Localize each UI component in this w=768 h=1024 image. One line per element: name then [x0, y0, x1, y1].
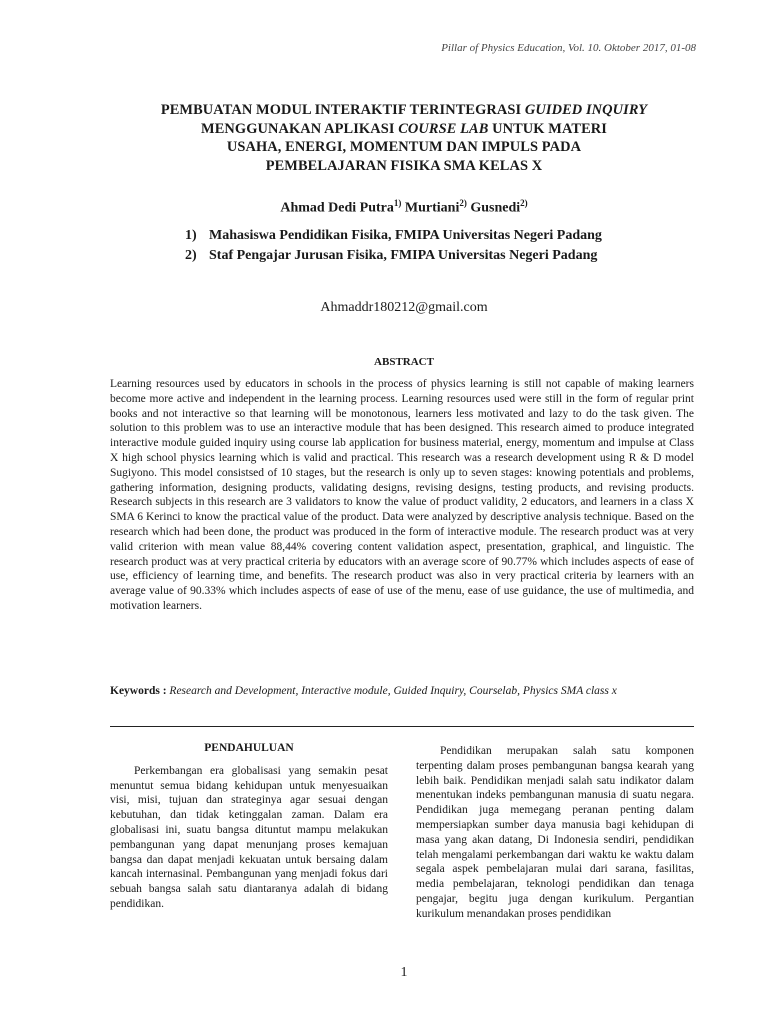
title-line-2: MENGGUNAKAN APLIKASI COURSE LAB UNTUK MATERI [201, 120, 607, 137]
title-line-1: PEMBUATAN MODUL INTERAKTIF TERINTEGRASI GUIDED INQUIRY [160, 102, 648, 118]
author-affiliation-mark: 2) [459, 198, 467, 208]
body-paragraph: Perkembangan era globalisasi yang semakin pesat menuntut semua bidang kehidupan untuk menyesuaikan visi, misi, tujuan dan strateginya agar sesuai dengan kebutuhan, dan tidak ketinggalan zaman. Dalam era globalisasi ini, suatu bangsa dituntut mampu melakukan pembangunan yang dapat menunjang proses kemajuan bangsa dan dapat menjadi kekuatan untuk bersaing dalam kancah internasinal. Pembangunan yang menjadi fokus dari sebuah bangsa salah satu diantaranya adalah di bidang pendidikan. [110, 764, 388, 910]
keywords-text: Research and Development, Interactive module, Guided Inquiry, Courselab, Physics SMA class x [169, 685, 617, 697]
author-affiliation-mark: 2) [520, 198, 528, 208]
section-heading: PENDAHULUAN [204, 742, 294, 754]
abstract-heading: ABSTRACT [374, 356, 434, 368]
right-column [416, 744, 694, 922]
keywords-label: Keywords : [110, 685, 170, 697]
affiliation-list [185, 226, 602, 266]
title-line-3: USAHA, ENERGI, MOMENTUM DAN IMPULS PADA [226, 139, 582, 155]
abstract-body: Learning resources used by educators in schools in the process of physics learning is still not capable of making learners become more active and independent in the learning process. Learning resources used were still in the form of regular print books and not interactive so that learning will be monotonous, learners less motivated and lazy to do the task given. The solution to this problem was to use an interactive module that has been designed. This research aimed to produce integrated interactive module guided inquiry using course lab application for business material, energy, momentum and impulse at Class X high school physics learning which is valid and practical. This research was a research development using R & D model Sugiyono. This model consistsed of 10 stages, but the research is only up to seven stages: knowing potentials and problems, gathering information, designing products, validating designs, revising designs, testing products, and revising products. Research subjects in this research are 3 validators to know the value of product validity, 2 educators, and learners in a class X SMA 6 Kerinci to know the practical value of the product. Data were analyzed by descriptive analysis technique. Based on the research which had been done, the product was produced in the form of interactive module. The research product was at very valid criterion with mean value 88,44% covering content validation aspect, presentation, graphical, and linguistic. The research product was at very practical criteria by educators with an average score of 90.77% which includes aspects of ease of use, efficiency of learning time, and benefits. The research product was also in very practical criteria by learners with an average value of 90.33% which includes aspects of ease of use of the menu, ease of use guidance, the use of multimedia, and motivation learners. [110, 378, 694, 612]
affiliation-item: 1) Mahasiswa Pendidikan Fisika, FMIPA Universitas Negeri Padang [185, 228, 602, 243]
journal-header: Pillar of Physics Education, Vol. 10. Oktober 2017, 01-08 [441, 42, 696, 54]
body-paragraph: Pendidikan merupakan salah satu komponen terpenting dalam proses pembangunan bangsa kearah yang lebih baik. Pendidikan menjadi salah satu indikator dalam menentukan indeks pembangunan manusia di suatu negara. Pendidikan juga memegang peranan penting dalam mempersiapkan sumber daya manusia bagi kehidupan di masa yang akan datang, Di Indonesia sendiri, pendidikan telah mengalami perkembangan dari waktu ke waktu dalam segala aspek pembelajaran mulai dari sarana, fasilitas, media pembelajaran, teknologi pendidikan dan tenaga pengajar, begitu juga dengan kurikulum. Pergantian kurikulum menandakan proses pendidikan [416, 745, 694, 920]
author-name: Gusnedi [470, 200, 521, 216]
title-line-4: PEMBELAJARAN FISIKA SMA KELAS X [265, 157, 543, 174]
author-list [110, 198, 698, 217]
left-column [110, 741, 388, 912]
author-name: Murtiani [404, 200, 460, 216]
author-name: Ahmad Dedi Putra [280, 200, 394, 216]
page-number: 1 [400, 965, 408, 980]
author-affiliation-mark: 1) [393, 198, 402, 208]
keywords [110, 685, 700, 697]
author-email: Ahmaddr180212@gmail.com [320, 300, 488, 315]
section-divider [110, 726, 694, 727]
paper-title [110, 101, 698, 175]
affiliation-item: 2) Staf Pengajar Jurusan Fisika, FMIPA Universitas Negeri Padang [185, 248, 598, 263]
